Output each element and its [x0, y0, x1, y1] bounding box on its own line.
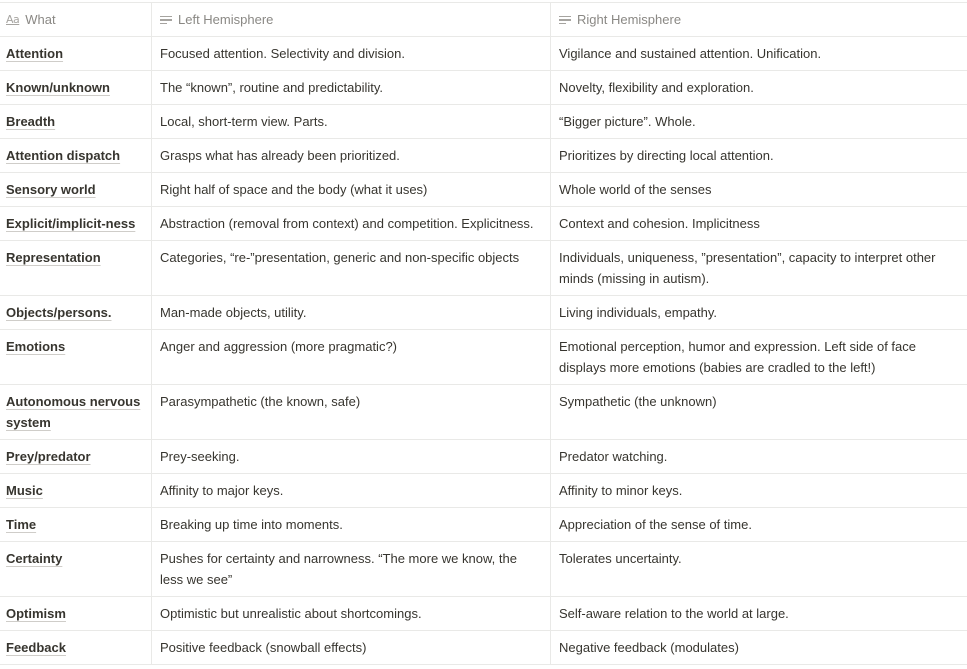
left-hemisphere-cell[interactable]: Categories, “re-”presentation, generic and non-specific objects — [152, 241, 551, 295]
table-row[interactable] — [0, 296, 967, 330]
table-row[interactable] — [0, 631, 967, 665]
left-hemisphere-cell[interactable]: Affinity to major keys. — [152, 474, 551, 507]
right-hemisphere-cell[interactable]: Tolerates uncertainty. — [559, 551, 682, 566]
right-hemisphere-cell[interactable]: Self-aware relation to the world at large. — [559, 606, 789, 621]
table-row[interactable] — [0, 105, 967, 139]
table-row[interactable] — [0, 71, 967, 105]
row-title-link[interactable]: Breadth — [6, 114, 56, 129]
left-hemisphere-cell[interactable]: Right half of space and the body (what it uses) — [152, 173, 551, 206]
right-hemisphere-cell[interactable]: Vigilance and sustained attention. Unification. — [559, 46, 822, 61]
what-cell[interactable] — [0, 139, 152, 172]
row-title-link[interactable]: Objects/persons. — [6, 305, 112, 320]
table-row[interactable] — [0, 173, 967, 207]
what-cell[interactable] — [0, 508, 152, 541]
column-header-label: Right Hemisphere — [577, 12, 682, 27]
table-row[interactable] — [0, 474, 967, 508]
what-cell[interactable] — [0, 37, 152, 70]
left-hemisphere-cell[interactable]: Abstraction (removal from context) and competition. Explicitness. — [152, 207, 551, 240]
row-title-link[interactable]: Feedback — [6, 640, 66, 655]
left-hemisphere-cell[interactable]: Local, short-term view. Parts. — [152, 105, 551, 138]
text-lines-icon — [559, 15, 571, 25]
table-row[interactable] — [0, 542, 967, 597]
table-row[interactable] — [0, 139, 967, 173]
table-row[interactable] — [0, 241, 967, 296]
left-hemisphere-cell[interactable]: Prey-seeking. — [152, 440, 551, 473]
table-row[interactable] — [0, 508, 967, 542]
right-hemisphere-cell[interactable]: Context and cohesion. Implicitness — [559, 216, 760, 231]
what-cell[interactable] — [0, 440, 152, 473]
row-title-link[interactable]: Certainty — [6, 551, 63, 566]
row-title-link[interactable]: Attention dispatch — [6, 148, 121, 163]
left-hemisphere-cell[interactable]: Parasympathetic (the known, safe) — [152, 385, 551, 439]
what-cell[interactable] — [0, 474, 152, 507]
right-hemisphere-cell[interactable]: Sympathetic (the unknown) — [559, 394, 717, 409]
row-title-link[interactable]: Known/unknown — [6, 80, 110, 95]
left-hemisphere-cell[interactable]: Pushes for certainty and narrowness. “The more we know, the less we see” — [152, 542, 551, 596]
table-row[interactable] — [0, 385, 967, 440]
text-lines-icon — [160, 15, 172, 25]
table-row[interactable] — [0, 440, 967, 474]
row-title-link[interactable]: Autonomous nervous system — [6, 394, 141, 430]
what-cell[interactable] — [0, 241, 152, 295]
column-header-left-hemisphere[interactable] — [152, 3, 551, 36]
table-row[interactable] — [0, 37, 967, 71]
right-hemisphere-cell[interactable]: Individuals, uniqueness, ”presentation”, capacity to interpret other minds (missing in autism). — [559, 250, 936, 286]
right-hemisphere-cell[interactable]: Predator watching. — [559, 449, 668, 464]
database-table — [0, 2, 967, 665]
table-row[interactable] — [0, 207, 967, 241]
right-hemisphere-cell[interactable]: “Bigger picture”. Whole. — [559, 114, 696, 129]
column-header-label: What — [25, 12, 56, 27]
left-hemisphere-cell[interactable]: Man-made objects, utility. — [152, 296, 551, 329]
left-hemisphere-cell[interactable]: The “known”, routine and predictability. — [152, 71, 551, 104]
what-cell[interactable] — [0, 597, 152, 630]
table-row[interactable] — [0, 597, 967, 631]
left-hemisphere-cell[interactable]: Positive feedback (snowball effects) — [152, 631, 551, 664]
what-cell[interactable] — [0, 173, 152, 206]
right-hemisphere-cell[interactable]: Negative feedback (modulates) — [559, 640, 739, 655]
right-hemisphere-cell[interactable]: Novelty, flexibility and exploration. — [559, 80, 754, 95]
right-hemisphere-cell[interactable]: Whole world of the senses — [559, 182, 712, 197]
right-hemisphere-cell[interactable]: Affinity to minor keys. — [559, 483, 683, 498]
right-hemisphere-cell[interactable]: Living individuals, empathy. — [559, 305, 718, 320]
right-hemisphere-cell[interactable]: Emotional perception, humor and expression. Left side of face displays more emotions (babies are cradled to the left!) — [559, 339, 916, 375]
what-cell[interactable] — [0, 542, 152, 596]
column-header-right-hemisphere[interactable] — [551, 3, 967, 36]
column-header-what[interactable] — [0, 3, 152, 36]
left-hemisphere-cell[interactable]: Breaking up time into moments. — [152, 508, 551, 541]
row-title-link[interactable]: Explicit/implicit-ness — [6, 216, 136, 231]
what-cell[interactable] — [0, 296, 152, 329]
row-title-link[interactable]: Attention — [6, 46, 64, 61]
row-title-link[interactable]: Time — [6, 517, 37, 532]
what-cell[interactable] — [0, 207, 152, 240]
row-title-link[interactable]: Prey/predator — [6, 449, 91, 464]
what-cell[interactable] — [0, 71, 152, 104]
column-header-label: Left Hemisphere — [178, 12, 274, 27]
row-title-link[interactable]: Sensory world — [6, 182, 96, 197]
right-hemisphere-cell[interactable]: Prioritizes by directing local attention. — [559, 148, 774, 163]
left-hemisphere-cell[interactable]: Optimistic but unrealistic about shortcomings. — [152, 597, 551, 630]
row-title-link[interactable]: Optimism — [6, 606, 66, 621]
left-hemisphere-cell[interactable]: Anger and aggression (more pragmatic?) — [152, 330, 551, 384]
table-row[interactable] — [0, 330, 967, 385]
what-cell[interactable] — [0, 330, 152, 384]
row-title-link[interactable]: Emotions — [6, 339, 66, 354]
left-hemisphere-cell[interactable]: Grasps what has already been prioritized. — [152, 139, 551, 172]
text-title-icon: Aa — [6, 13, 20, 26]
what-cell[interactable] — [0, 631, 152, 664]
table-header-row — [0, 2, 967, 37]
left-hemisphere-cell[interactable]: Focused attention. Selectivity and division. — [152, 37, 551, 70]
row-title-link[interactable]: Representation — [6, 250, 101, 265]
what-cell[interactable] — [0, 385, 152, 439]
row-title-link[interactable]: Music — [6, 483, 43, 498]
right-hemisphere-cell[interactable]: Appreciation of the sense of time. — [559, 517, 752, 532]
what-cell[interactable] — [0, 105, 152, 138]
